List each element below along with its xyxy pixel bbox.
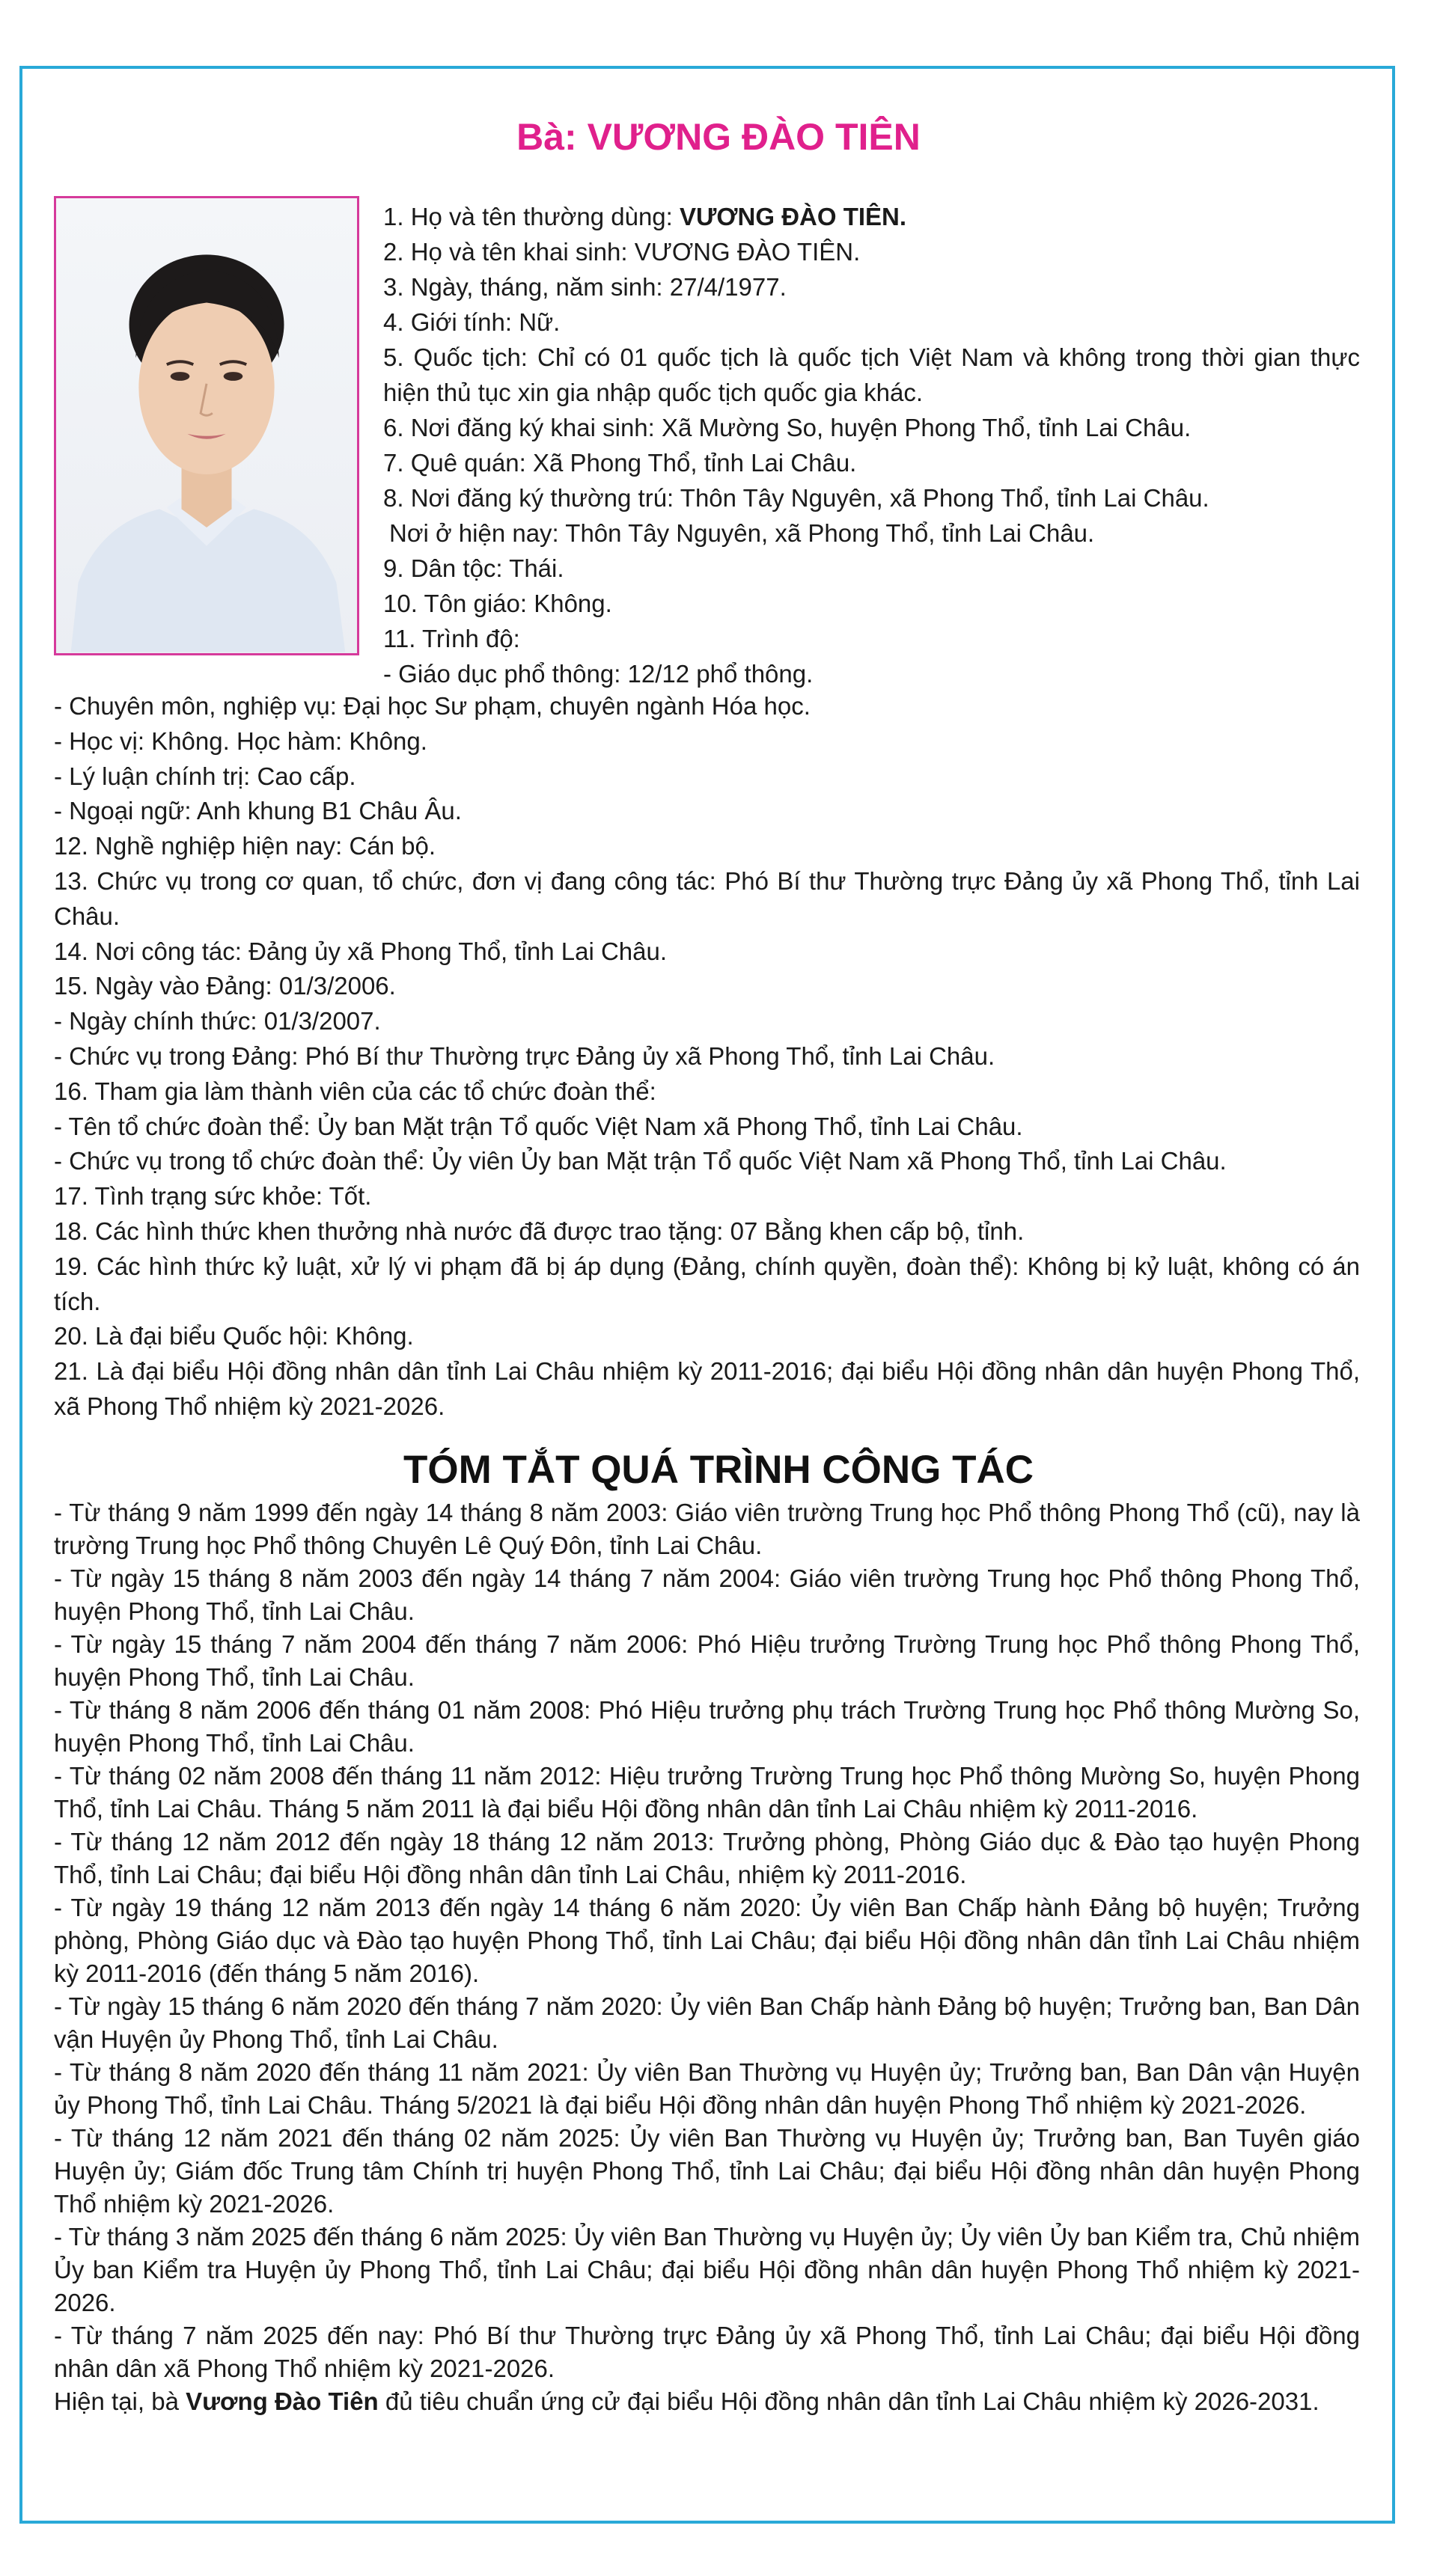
career-item: - Từ tháng 8 năm 2020 đến tháng 11 năm 2021: Ủy viên Ban Thường vụ Huyện ủy; Trưởng ban, Ban Dân vận Huyện ủy Phong Thổ, tỉnh Lai Châu. Tháng 5/2021 là đại biểu Hội đồng nhân dân huyện Phong Thổ nhiệm kỳ 2021-2026. [54, 2058, 1360, 2119]
candidate-name-title: Bà: VƯƠNG ĐÀO TIÊN [516, 116, 921, 158]
career-item: - Từ ngày 15 tháng 6 năm 2020 đến tháng 7 năm 2020: Ủy viên Ban Chấp hành Đảng bộ huyện; Trưởng ban, Ban Dân vận Huyện ủy Phong Thổ, tỉnh Lai Châu. [54, 1992, 1360, 2053]
info-line: 3. Ngày, tháng, năm sinh: 27/4/1977. [383, 273, 787, 301]
info-line: 17. Tình trạng sức khỏe: Tốt. [54, 1182, 372, 1211]
info-line: 5. Quốc tịch: Chỉ có 01 quốc tịch là quốc tịch Việt Nam và không trong thời gian thực hiện thủ tục xin gia nhập quốc tịch quốc gia khác. [383, 343, 1360, 406]
personal-info-top [383, 199, 1360, 691]
info-line: - Ngày chính thức: 01/3/2007. [54, 1007, 381, 1035]
career-item: - Từ tháng 8 năm 2006 đến tháng 01 năm 2008: Phó Hiệu trưởng phụ trách Trường Trung học Phổ thông Mường So, huyện Phong Thổ, tỉnh Lai Châu. [54, 1696, 1360, 1757]
career-item: - Từ tháng 02 năm 2008 đến tháng 11 năm 2012: Hiệu trưởng Trường Trung học Phổ thông Mường So, huyện Phong Thổ, tỉnh Lai Châu. Tháng 5 năm 2011 là đại biểu Hội đồng nhân dân tỉnh Lai Châu nhiệm kỳ 2011-2016. [54, 1762, 1360, 1823]
info-line: 18. Các hình thức khen thưởng nhà nước đã được trao tặng: 07 Bằng khen cấp bộ, tỉnh. [54, 1217, 1025, 1245]
info-line: 19. Các hình thức kỷ luật, xử lý vi phạm đã bị áp dụng (Đảng, chính quyền, đoàn thể): Không bị kỷ luật, không có án tích. [54, 1252, 1360, 1315]
portrait-icon [56, 198, 357, 653]
info-line: 8. Nơi đăng ký thường trú: Thôn Tây Nguyên, xã Phong Thổ, tỉnh Lai Châu. [383, 484, 1209, 512]
info-line: 2. Họ và tên khai sinh: VƯƠNG ĐÀO TIÊN. [383, 238, 861, 266]
career-item: - Từ tháng 3 năm 2025 đến tháng 6 năm 2025: Ủy viên Ban Thường vụ Huyện ủy; Ủy viên Ủy ban Kiểm tra, Chủ nhiệm Ủy ban Kiểm tra Huyện ủy Phong Thổ, tỉnh Lai Châu; đại biểu Hội đồng nhân dân huyện Phong Thổ nhiệm kỳ 2021-2026. [54, 2223, 1360, 2316]
info-label: 1. Họ và tên thường dùng: [383, 203, 680, 230]
info-line: - Chuyên môn, nghiệp vụ: Đại học Sư phạm, chuyên ngành Hóa học. [54, 692, 811, 720]
info-line: 20. Là đại biểu Quốc hội: Không. [54, 1322, 414, 1350]
info-line: - Chức vụ trong tổ chức đoàn thể: Ủy viên Ủy ban Mặt trận Tổ quốc Việt Nam xã Phong Thổ, tỉnh Lai Châu. [54, 1147, 1227, 1175]
closing-name: Vương Đào Tiên [186, 2387, 379, 2415]
career-item: - Từ tháng 12 năm 2012 đến ngày 18 tháng 12 năm 2013: Trưởng phòng, Phòng Giáo dục & Đào tạo huyện Phong Thổ, tỉnh Lai Châu; đại biểu Hội đồng nhân dân tỉnh Lai Châu, nhiệm kỳ 2011-2016. [54, 1828, 1360, 1888]
info-line: 12. Nghề nghiệp hiện nay: Cán bộ. [54, 832, 436, 860]
info-line: 7. Quê quán: Xã Phong Thổ, tỉnh Lai Châu. [383, 449, 857, 477]
career-item: - Từ tháng 7 năm 2025 đến nay: Phó Bí thư Thường trực Đảng ủy xã Phong Thổ, tỉnh Lai Châu; đại biểu Hội đồng nhân dân xã Phong Thổ nhiệm kỳ 2021-2026. [54, 2322, 1360, 2382]
info-line: 14. Nơi công tác: Đảng ủy xã Phong Thổ, tỉnh Lai Châu. [54, 937, 668, 965]
career-item: - Từ ngày 15 tháng 8 năm 2003 đến ngày 14 tháng 7 năm 2004: Giáo viên trường Trung học Phổ thông Phong Thổ, huyện Phong Thổ, tỉnh Lai Châu. [54, 1564, 1360, 1625]
career-item: - Từ ngày 15 tháng 7 năm 2004 đến tháng 7 năm 2006: Phó Hiệu trưởng Trường Trung học Phổ thông Phong Thổ, huyện Phong Thổ, tỉnh Lai Châu. [54, 1630, 1360, 1691]
info-line: - Học vị: Không. Học hàm: Không. [54, 726, 427, 755]
closing-statement [54, 2385, 1360, 2418]
info-line: 4. Giới tính: Nữ. [383, 308, 561, 336]
info-line: 11. Trình độ: [383, 625, 520, 652]
personal-info-main [54, 689, 1360, 1425]
info-line: 6. Nơi đăng ký khai sinh: Xã Mường So, huyện Phong Thổ, tỉnh Lai Châu. [383, 414, 1192, 441]
career-summary [54, 1496, 1360, 2418]
info-line: - Ngoại ngữ: Anh khung B1 Châu Âu. [54, 797, 462, 825]
career-item: - Từ tháng 9 năm 1999 đến ngày 14 tháng 8 năm 2003: Giáo viên trường Trung học Phổ thông Phong Thổ (cũ), nay là trường Trung học Phổ thông Chuyên Lê Quý Đôn, tỉnh Lai Châu. [54, 1499, 1360, 1559]
info-line: 10. Tôn giáo: Không. [383, 590, 612, 617]
info-value-bold: VƯƠNG ĐÀO TIÊN. [679, 203, 907, 230]
career-section-title: TÓM TẮT QUÁ TRÌNH CÔNG TÁC [403, 1448, 1034, 1492]
info-line: - Lý luận chính trị: Cao cấp. [54, 762, 356, 790]
info-line: Nơi ở hiện nay: Thôn Tây Nguyên, xã Phong Thổ, tỉnh Lai Châu. [389, 519, 1095, 547]
career-item: - Từ tháng 12 năm 2021 đến tháng 02 năm 2025: Ủy viên Ban Thường vụ Huyện ủy; Trưởng ban, Ban Tuyên giáo Huyện ủy; Giám đốc Trung tâm Chính trị huyện Phong Thổ, tỉnh Lai Châu; đại biểu Hội đồng nhân dân huyện Phong Thổ nhiệm kỳ 2021-2026. [54, 2124, 1360, 2218]
career-item: - Từ ngày 19 tháng 12 năm 2013 đến ngày 14 tháng 6 năm 2020: Ủy viên Ban Chấp hành Đảng bộ huyện; Trưởng phòng, Phòng Giáo dục và Đào tạo huyện Phong Thổ, tỉnh Lai Châu; đại biểu Hội đồng nhân dân tỉnh Lai Châu nhiệm kỳ 2011-2016 (đến tháng 5 năm 2016). [54, 1894, 1360, 1987]
info-line: - Chức vụ trong Đảng: Phó Bí thư Thường trực Đảng ủy xã Phong Thổ, tỉnh Lai Châu. [54, 1041, 995, 1070]
info-line: 13. Chức vụ trong cơ quan, tổ chức, đơn vị đang công tác: Phó Bí thư Thường trực Đảng ủy xã Phong Thổ, tỉnh Lai Châu. [54, 866, 1360, 930]
info-line: 9. Dân tộc: Thái. [383, 554, 564, 582]
info-line [383, 199, 1360, 234]
info-line: - Tên tổ chức đoàn thể: Ủy ban Mặt trận Tổ quốc Việt Nam xã Phong Thổ, tỉnh Lai Châu. [54, 1112, 1023, 1140]
info-line: - Giáo dục phổ thông: 12/12 phổ thông. [383, 660, 814, 688]
info-line: 15. Ngày vào Đảng: 01/3/2006. [54, 972, 396, 1000]
info-line: 21. Là đại biểu Hội đồng nhân dân tỉnh Lai Châu nhiệm kỳ 2011-2016; đại biểu Hội đồng nhân dân huyện Phong Thổ, xã Phong Thổ nhiệm kỳ 2021-2026. [54, 1357, 1360, 1420]
portrait-photo [54, 196, 359, 655]
closing-prefix: Hiện tại, bà [54, 2387, 186, 2415]
closing-suffix: đủ tiêu chuẩn ứng cử đại biểu Hội đồng nhân dân tỉnh Lai Châu nhiệm kỳ 2026-2031. [378, 2387, 1319, 2415]
info-line: 16. Tham gia làm thành viên của các tổ chức đoàn thể: [54, 1077, 656, 1105]
